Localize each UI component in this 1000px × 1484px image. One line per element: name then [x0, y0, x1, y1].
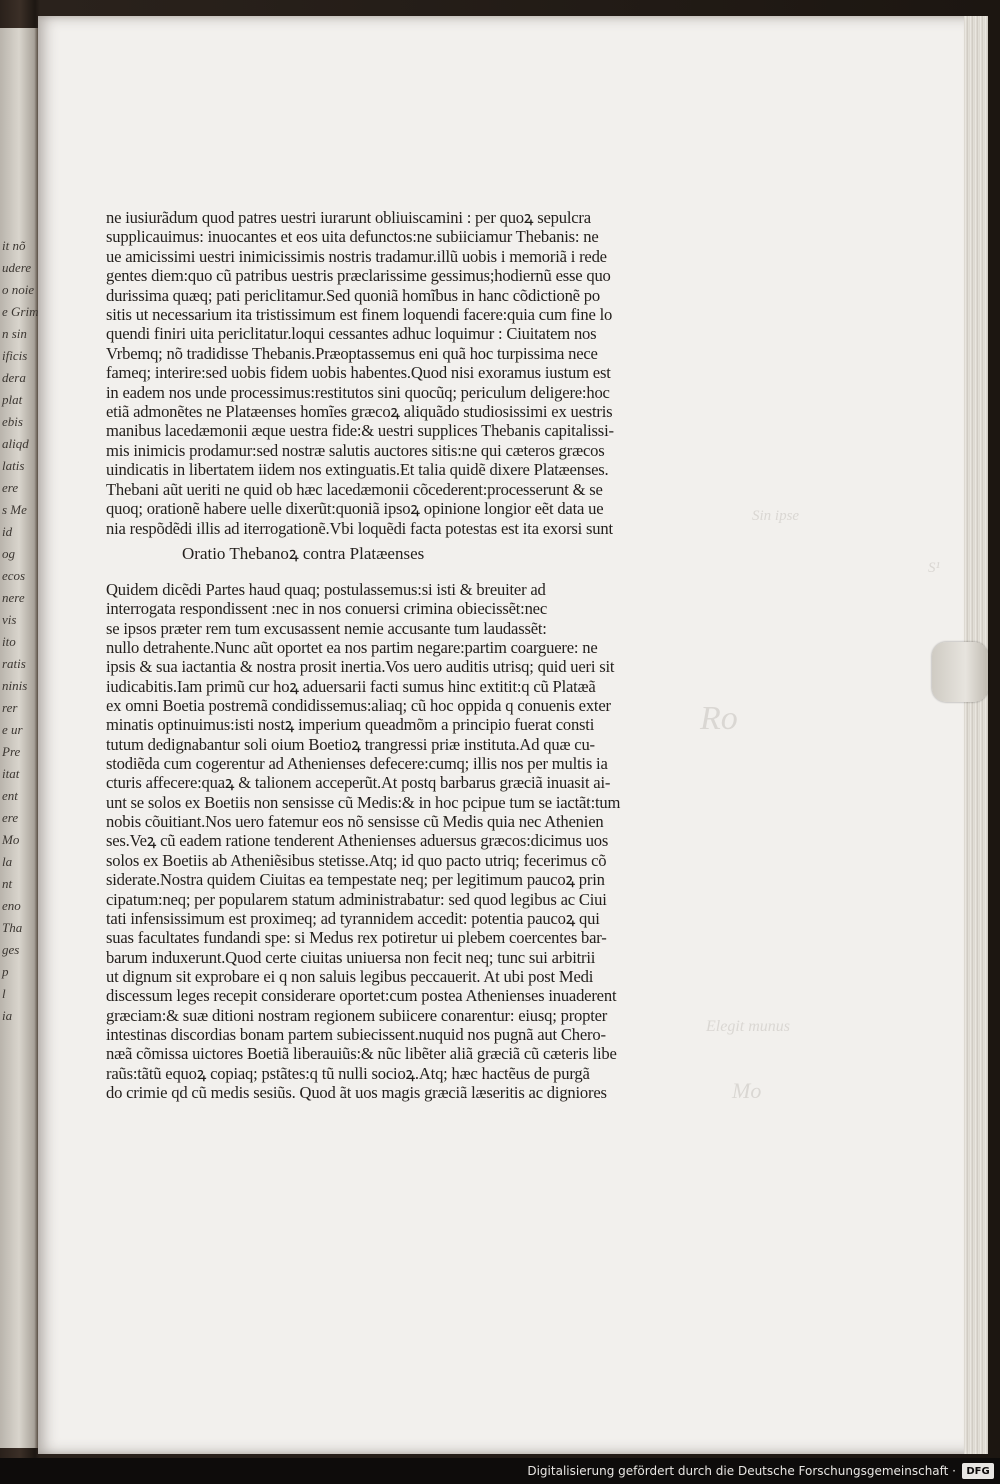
text-line: ses.Veꝝ cũ eadem ratione tenderent Athenienses aduersus græcos:dicimus uos — [106, 831, 609, 851]
text-line: ut dignum sit exprobare ei q non saluis legibus peccauerit. At ubi post Medi — [106, 966, 594, 986]
left-page-fragment: s Me — [2, 502, 27, 517]
bleed-through-mark: Elegit munus — [706, 1018, 790, 1035]
left-page-fragment: it nõ — [2, 238, 26, 253]
left-page-fragment: plat — [2, 392, 23, 407]
text-line: fameq; interire:sed uobis fidem uobis habentes.Quod nisi exoramus iustum est — [106, 363, 611, 383]
bleed-through-mark: S¹ — [928, 560, 940, 576]
text-line: gentes diem:quo cũ patribus uestris præclarissime gessimus;hodiernũ esse quo — [106, 266, 611, 286]
text-line: nobis cõuitiant.Nos uero fatemur eos nõ sensisse cũ Medis quia nec Athenien — [106, 812, 604, 832]
left-page-fragment: ia — [2, 1008, 13, 1023]
text-line: raũs:tãtũ equoꝝ copiaq; pstãtes:q tũ nulli socioꝝ.Atq; hæc hactẽus de purgã — [106, 1063, 590, 1083]
text-line: quoq; orationẽ habere uelle dixerũt:quoniã ipsoꝝ opinione longior eẽt data ue — [106, 499, 604, 519]
text-line: Quidem dicẽdi Partes haud quaq; postulassemus:si isti & breuiter ad — [106, 580, 546, 599]
text-line: intestinas discordias bonam partem subiecissent.nuquid nos pugnã aut Chero- — [106, 1024, 606, 1044]
text-line: in eadem nos unde processimus:restitutos sini quocũq; periculum deligere:hoc — [106, 382, 610, 402]
text-line: sitis ut necessarium ita tristissimum est finem loquendi facere:quia cum fine lo — [106, 305, 613, 325]
left-page-fragment: o noie — [2, 282, 35, 297]
text-line: cturis affecere:quaꝝ & talionem acceperũt.At postq barbarus græciã inuasit ai- — [106, 773, 611, 793]
left-page-fragment: ent — [2, 788, 18, 803]
left-page-fragment: ere — [2, 480, 19, 495]
left-page-fragment: ito — [2, 634, 16, 649]
left-page-fragment: aliqd — [2, 436, 29, 451]
text-line: nullo detrahente.Nunc aũt oportet ea nos partim negare:partim coarguere: ne — [106, 638, 598, 658]
left-page-fragment: ere — [2, 810, 19, 825]
left-page-fragment: ges — [2, 942, 20, 957]
text-line: durissima quæq; pati periclitamur.Sed quoniã homĩbus in hanc cõdictionẽ po — [106, 285, 600, 305]
left-page-fragment: la — [2, 854, 13, 869]
text-line: suas facultates fundandi spe: si Medus rex potiretur ui plebem coercentes bar- — [106, 928, 607, 948]
left-page-fragment: eno — [2, 898, 21, 913]
text-line: etiã admonẽtes ne Platæenses homĩes græcoꝝ aliquãdo studiosissimi ex uestris — [106, 402, 613, 422]
text-line: do crimie qd cũ medis sesiũs. Quod ãt uos magis græciã læseritis ac digniores — [106, 1082, 607, 1102]
text-line: supplicauimus: inuocantes et eos uita defunctos:ne subiiciamur Thebanis: ne — [106, 227, 599, 247]
text-line: iudicabitis.Iam primũ cur hoꝝ aduersarii facti sumus hinc extitit:q cũ Platæã — [106, 676, 596, 696]
text-line: ne iusiurãdum quod patres uestri iurarunt obliuiscamini : per quoꝝ sepulcra — [106, 208, 591, 227]
text-line: ue amicissimi uestri inimicissimis nostris tradamur.illũ uobis i memoriã i rede — [106, 246, 607, 266]
text-line: næã cõmissa uictores Boetiã liberauiũs:& nũc libẽter aliã græciã cũ cæteris libe — [106, 1044, 617, 1064]
text-line: ex omni Boetia postremã condidissemus:aliaq; cũ hoc oppida q conuenis exter — [106, 696, 611, 716]
left-page-edge — [0, 28, 38, 1448]
left-page-fragment: id — [2, 524, 13, 539]
left-page-fragment: itat — [2, 766, 20, 781]
left-page-fragment: ecos — [2, 568, 26, 583]
footer-credit: Digitalisierung gefördert durch die Deutsche Forschungsgemeinschaft · — [527, 1464, 956, 1478]
clasp-tab — [932, 642, 988, 702]
left-page-fragment: Pre — [2, 744, 21, 759]
left-page-fragment: p — [2, 964, 9, 979]
text-line: Vrbemq; nõ tradidisse Thebanis.Præoptassemus eni quã hoc turpissima nece — [106, 343, 598, 363]
left-page-fragment: og — [2, 546, 15, 561]
text-line: interrogata respondissent :nec in nos conuersi crimina obiecissẽt:nec — [106, 599, 548, 619]
text-line: solos ex Boetiis ab Atheniẽsibus stetisse.Atq; id quo pacto utriq; fecerimus cõ — [106, 850, 607, 870]
text-line: tati infensissimum est proximeq; ad tyrannidem accedit: potentia paucoꝝ qui — [106, 908, 600, 928]
text-line: siderate.Nostra quidem Ciuitas ea tempestate neq; per legitimum paucoꝝ prin — [106, 870, 605, 890]
text-line: tutum dedignabantur soli oium Boetioꝝ trangressi priæ instituta.Ad quæ cu- — [106, 734, 595, 754]
text-line: uindicatis in libertatem iidem nos extinguatis.Et talia quidẽ dixere Platæenses. — [106, 460, 609, 480]
text-line: quendi finiri uita periclitatur.loqui cessantes adhuc loquimur : Ciuitatem nos — [106, 324, 597, 344]
left-page-fragment: ebis — [2, 414, 23, 429]
left-page-fragment: dera — [2, 370, 26, 385]
text-line: nia respõdẽdi illis ad iterrogationẽ.Vbi loquẽdi facta potestas est ita exorsi sunt — [106, 518, 613, 538]
left-page-fragment: udere — [2, 260, 32, 275]
bleed-through-mark: Ro — [700, 700, 738, 737]
left-page-fragment: rer — [2, 700, 18, 715]
text-line: græciam:& suæ ditioni nostram regionem subiicere conarentur: eiusq; propter — [106, 1005, 608, 1025]
left-page-fragment: Tha — [2, 920, 23, 935]
left-page-fragment: nere — [2, 590, 25, 605]
left-page-fragment: ninis — [2, 678, 28, 693]
text-block-bottom — [106, 580, 666, 1102]
text-line: cipatum:neq; per popularem statum administrabatur: sed quod legibus ac Ciui — [106, 889, 607, 909]
text-line: ipsis & sua iactantia & nostra prosit inertia.Vos uero auditis utrisq; quid ueri sit — [106, 657, 615, 677]
left-page-fragment: e ur — [2, 722, 23, 737]
footer-bar — [0, 1458, 1000, 1484]
text-line: discessum leges recepit considerare oportet:cum postea Athenienses inuaderent — [106, 986, 617, 1006]
left-page-fragment: nt — [2, 876, 13, 891]
text-line: mis inimicis prodamur:sed nostræ salutis auctores sitis:ne qui cæteros græcos — [106, 440, 605, 460]
left-page-fragment: n sin — [2, 326, 27, 341]
left-page-fragment: vis — [2, 612, 17, 627]
bleed-through-mark: Mo — [732, 1078, 762, 1103]
text-line: minatis optinuimus:isti nostꝝ imperium queadmõm a principio fuerat consti — [106, 715, 595, 735]
left-page-fragment: ificis — [2, 348, 28, 363]
left-page-fragment: ratis — [2, 656, 26, 671]
bleed-through-mark: Sin ipse — [752, 508, 800, 524]
text-line: Thebani aũt ueriti ne quid ob hæc lacedæmonii cõcederent:processerunt & se — [106, 479, 603, 499]
text-line: se ipsos præter rem tum excusassent nemie accusante tum laudassẽt: — [106, 618, 547, 638]
text-line: stodiẽda cum cogerentur ad Athenienses defecere:cumq; illis nos per multis ia — [106, 754, 608, 774]
section-heading: Oratio Thebanoꝝ contra Platæenses — [182, 544, 425, 563]
text-line: unt se solos ex Boetiis non sensisse cũ Medis:& in hoc pcipue tum se iactãt:tum — [106, 792, 621, 812]
left-page-fragment: Mo — [2, 832, 20, 847]
text-line: manibus lacedæmonii æque uestra fide:& uestri supplices Thebanis capitalissi- — [106, 421, 614, 441]
left-page-fragment: l — [2, 986, 6, 1001]
page-stack-edge — [964, 16, 988, 1454]
text-block-top — [106, 208, 666, 538]
dfg-logo: DFG — [962, 1463, 994, 1479]
left-page-fragment: e Grim — [2, 304, 38, 319]
left-page-fragment: latis — [2, 458, 25, 473]
text-line: barum induxerunt.Quod certe ciuitas uniuersa non fecit neq; tunc sui arbitrii — [106, 947, 596, 967]
